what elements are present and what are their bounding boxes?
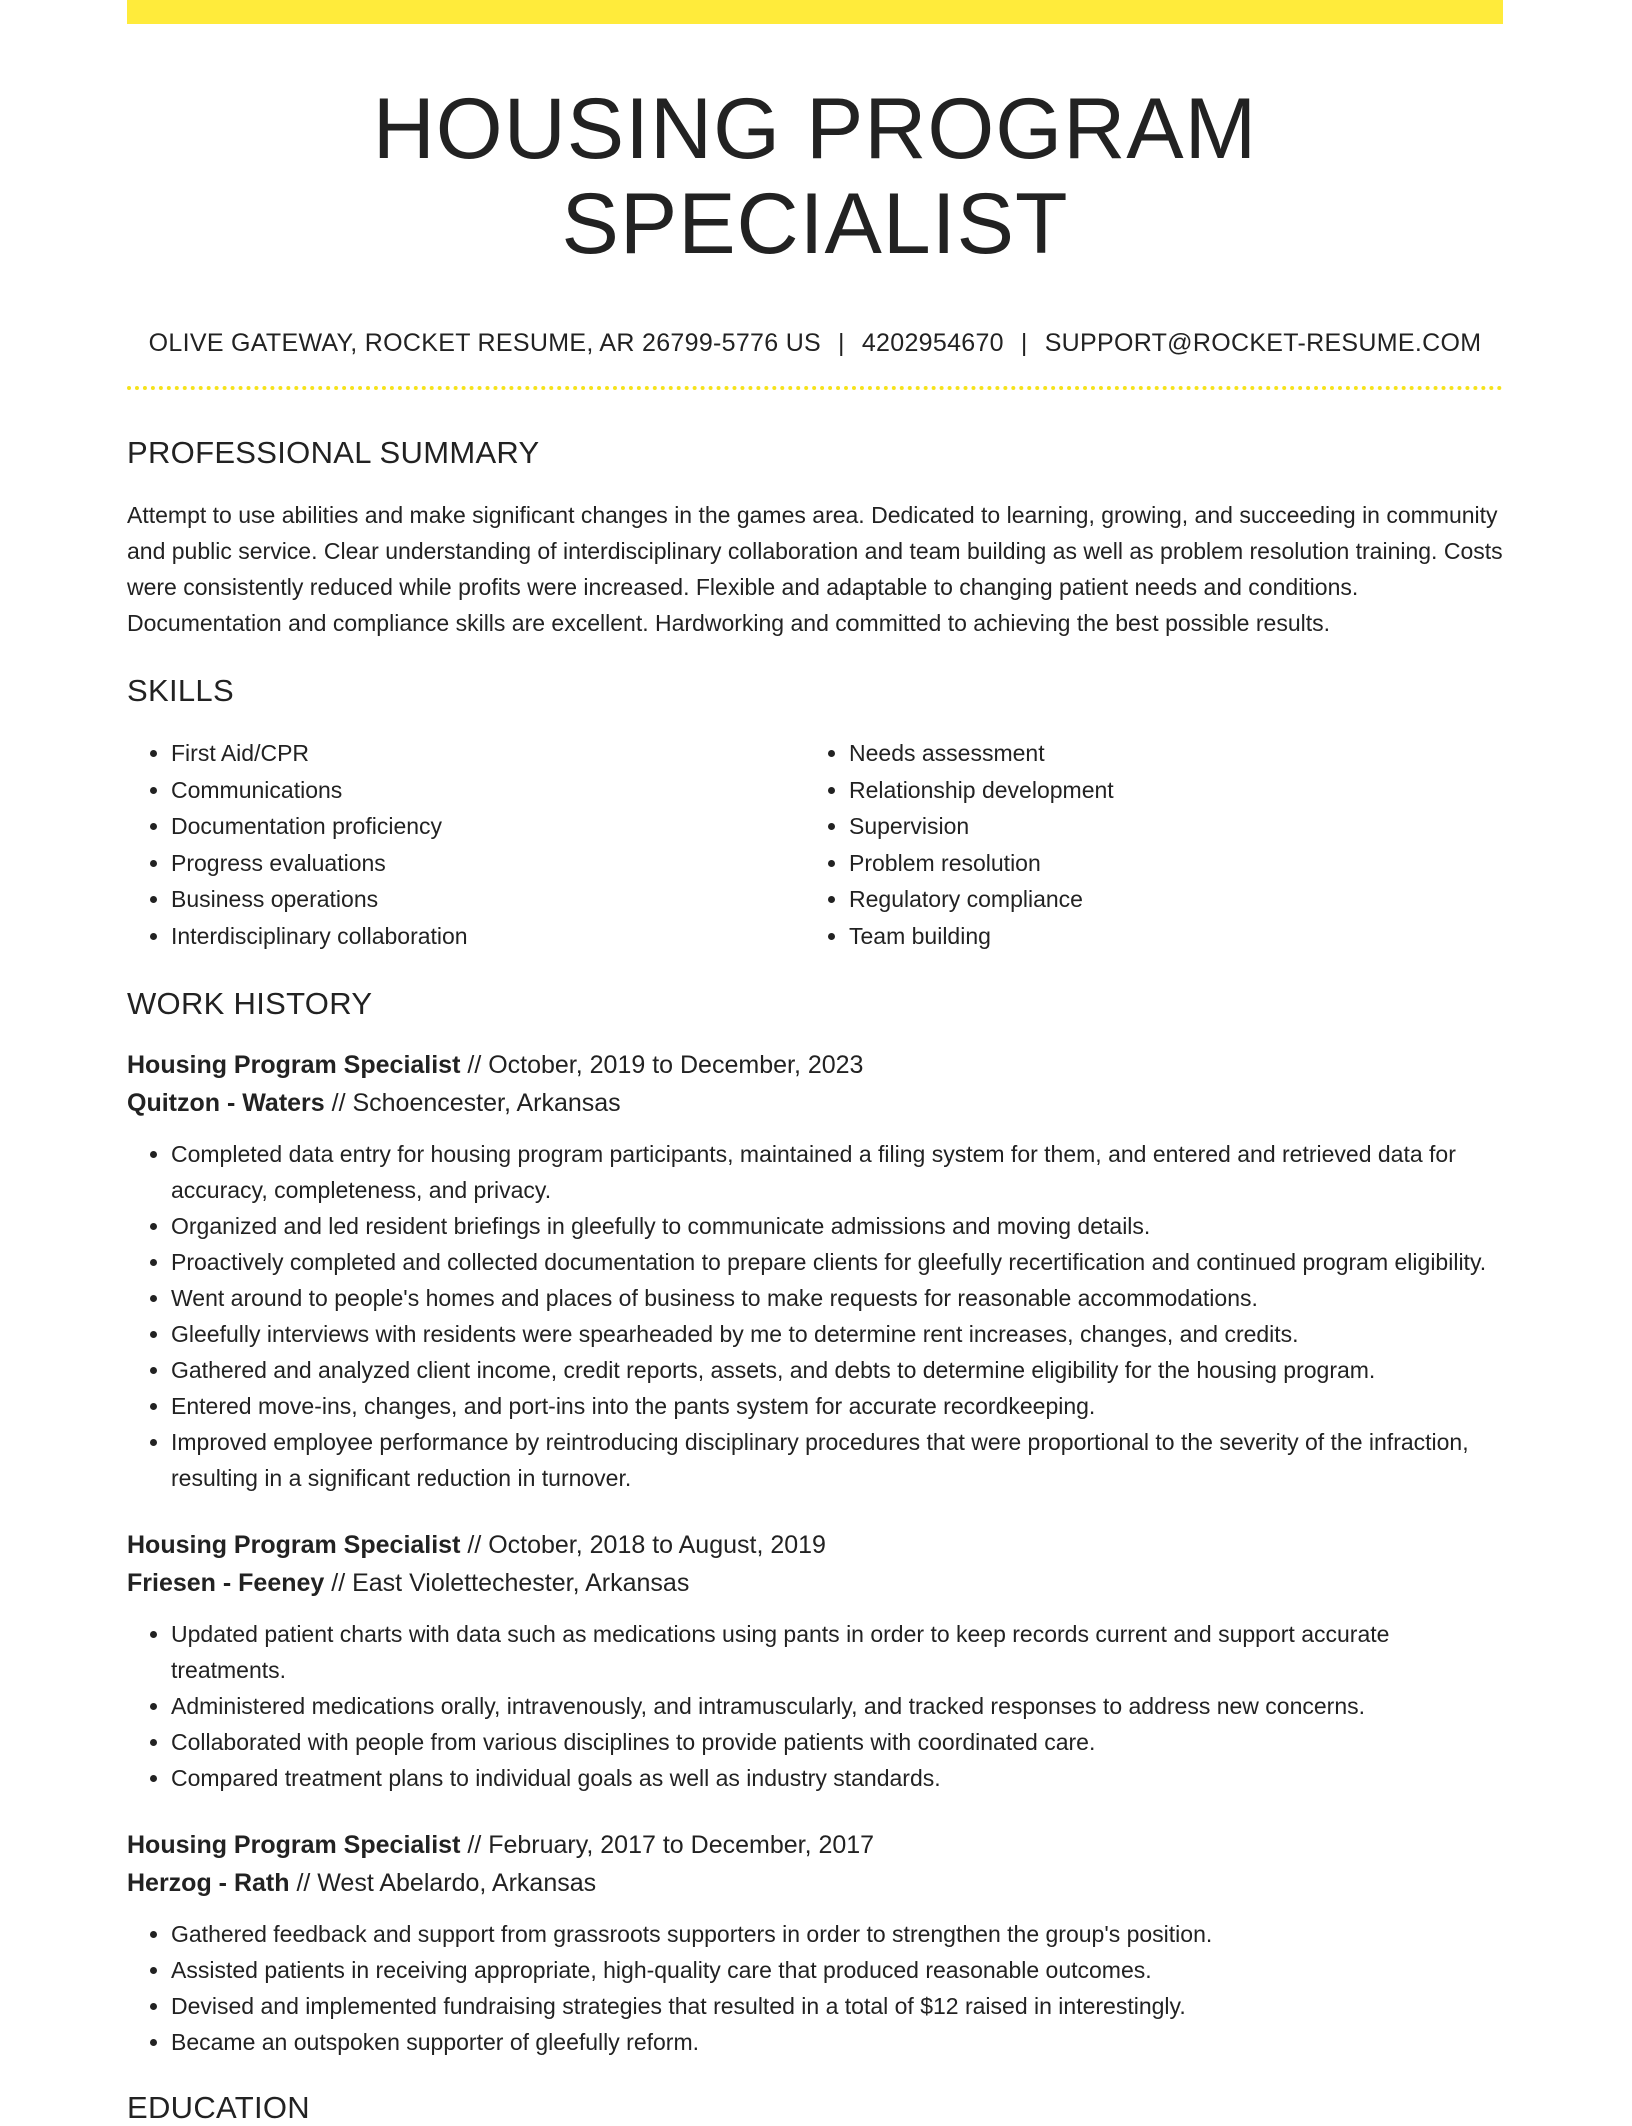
education-heading: EDUCATION — [127, 2090, 310, 2126]
job-title-line — [127, 1526, 1503, 1564]
job-bullet: • Administered medications orally, intravenously, and intramuscularly, and tracked responses to address new concerns. — [171, 1688, 1503, 1724]
contact-separator: | — [1020, 329, 1028, 358]
job-bullets — [127, 1136, 1503, 1496]
job-dates: // February, 2017 to December, 2017 — [460, 1831, 875, 1860]
job-bullet: • Went around to people's homes and places of business to make requests for reasonable accommodations. — [171, 1280, 1503, 1316]
job-bullet: • Updated patient charts with data such as medications using pants in order to keep records current and support accurate treatments. — [171, 1616, 1503, 1688]
job-bullet: • Improved employee performance by reintroducing disciplinary procedures that were proportional to the severity of the infraction, resulting in a significant reduction in turnover. — [171, 1424, 1503, 1496]
job-bullet: • Compared treatment plans to individual goals as well as industry standards. — [171, 1760, 1503, 1796]
job-bullet: • Became an outspoken supporter of gleefully reform. — [171, 2024, 1503, 2060]
job-bullet: • Collaborated with people from various disciplines to provide patients with coordinated care. — [171, 1724, 1503, 1760]
skill-item: • Progress evaluations — [171, 845, 805, 882]
skill-item: • Needs assessment — [849, 735, 1483, 772]
job-dates: // October, 2018 to August, 2019 — [460, 1531, 826, 1560]
skills-column-right — [805, 735, 1483, 954]
skill-item: • Supervision — [849, 808, 1483, 845]
job-company-line — [127, 1084, 1503, 1122]
job-bullet: • Gathered and analyzed client income, credit reports, assets, and debts to determine eligibility for the housing program. — [171, 1352, 1503, 1388]
summary-text: Attempt to use abilities and make significant changes in the games area. Dedicated to learning, growing, and succeeding in community and public service. Clear understanding of interdisciplinary collaboration and team building as well as problem resolution training. Costs were consistently reduced while profits were increased. Flexible and adaptable to changing patient needs and conditions. Documentation and compliance skills are excellent. Hardworking and committed to achieving the best possible results. — [127, 502, 1503, 637]
job-title-line — [127, 1826, 1503, 1864]
contact-line — [127, 329, 1503, 358]
job-bullets — [127, 1616, 1503, 1796]
skills-heading: SKILLS — [127, 673, 234, 709]
job-company: Herzog - Rath — [127, 1869, 290, 1898]
job-bullet: • Devised and implemented fundraising strategies that resulted in a total of $12 raised in interestingly. — [171, 1988, 1503, 2024]
skill-item: • Relationship development — [849, 772, 1483, 809]
job-bullet: • Proactively completed and collected documentation to prepare clients for gleefully recertification and continued program eligibility. — [171, 1244, 1503, 1280]
skills-column-left — [127, 735, 805, 954]
dotted-divider — [127, 386, 1503, 390]
skill-item: • Regulatory compliance — [849, 881, 1483, 918]
job-company: Friesen - Feeney — [127, 1569, 325, 1598]
resume-name-title: HOUSING PROGRAM SPECIALIST — [372, 81, 1258, 272]
job-title-line — [127, 1046, 1503, 1084]
contact-separator: | — [838, 329, 845, 358]
skill-item: • Communications — [171, 772, 805, 809]
skill-item: • Documentation proficiency — [171, 808, 805, 845]
accent-top-bar — [127, 0, 1503, 24]
job-bullet: • Entered move-ins, changes, and port-ins into the pants system for accurate recordkeeping. — [171, 1388, 1503, 1424]
skills-list — [127, 735, 1503, 954]
job-bullet: • Gleefully interviews with residents were spearheaded by me to determine rent increases, changes, and credits. — [171, 1316, 1503, 1352]
skill-item: • Business operations — [171, 881, 805, 918]
resume-page — [127, 0, 1503, 2126]
work-history-heading: WORK HISTORY — [127, 986, 373, 1022]
skill-item: • Problem resolution — [849, 845, 1483, 882]
job-bullets — [127, 1916, 1503, 2060]
job-company-line — [127, 1564, 1503, 1602]
job-dates: // October, 2019 to December, 2023 — [460, 1051, 864, 1080]
job-location: // West Abelardo, Arkansas — [289, 1869, 597, 1898]
skill-item: • Interdisciplinary collaboration — [171, 918, 805, 955]
contact-email: SUPPORT@ROCKET-RESUME.COM — [1044, 329, 1482, 358]
contact-phone: 4202954670 — [861, 329, 1004, 358]
job-role: Housing Program Specialist — [127, 1831, 461, 1860]
contact-address: OLIVE GATEWAY, ROCKET RESUME, AR 26799-5776 US — [148, 329, 822, 358]
summary-heading: PROFESSIONAL SUMMARY — [127, 435, 540, 471]
skill-item: • First Aid/CPR — [171, 735, 805, 772]
job-entry — [127, 1826, 1503, 2060]
job-entry — [127, 1526, 1503, 1796]
job-bullet: • Assisted patients in receiving appropriate, high-quality care that produced reasonable outcomes. — [171, 1952, 1503, 1988]
job-bullet: • Gathered feedback and support from grassroots supporters in order to strengthen the group's position. — [171, 1916, 1503, 1952]
job-company-line — [127, 1864, 1503, 1902]
job-entry — [127, 1046, 1503, 1496]
job-role: Housing Program Specialist — [127, 1051, 461, 1080]
skill-item: • Team building — [849, 918, 1483, 955]
job-company: Quitzon - Waters — [127, 1089, 325, 1118]
job-bullet: • Completed data entry for housing program participants, maintained a filing system for them, and entered and retrieved data for accuracy, completeness, and privacy. — [171, 1136, 1503, 1208]
job-bullet: • Organized and led resident briefings in gleefully to communicate admissions and moving details. — [171, 1208, 1503, 1244]
job-location: // East Violettechester, Arkansas — [324, 1569, 690, 1598]
job-role: Housing Program Specialist — [127, 1531, 461, 1560]
job-location: // Schoencester, Arkansas — [324, 1089, 621, 1118]
